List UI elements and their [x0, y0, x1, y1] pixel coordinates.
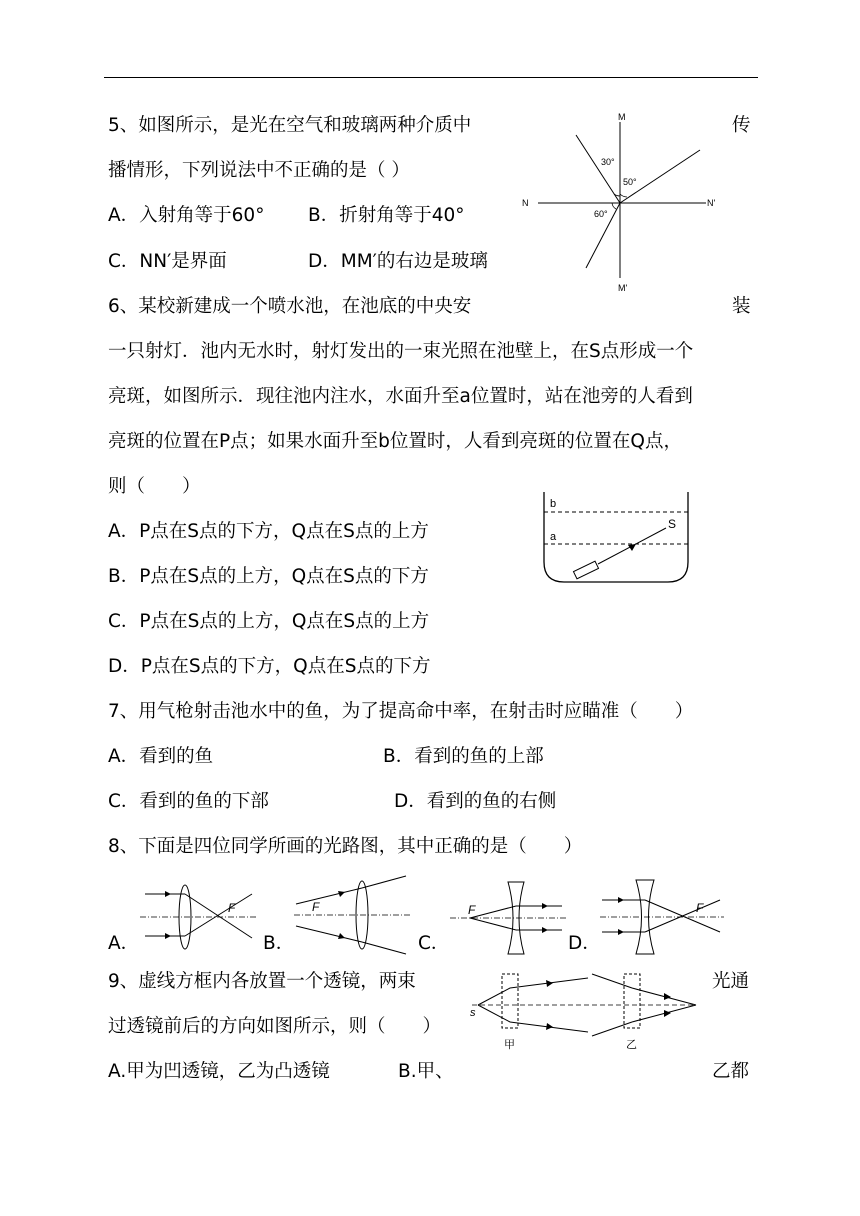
q6-option-d: D．P点在S点的下方，Q点在S点的下方	[108, 656, 431, 677]
q6-line3: 亮斑，如图所示．现往池内注水，水面升至a位置时，站在池旁的人看到	[108, 386, 693, 407]
q7-option-d: D．看到的鱼的右侧	[394, 791, 557, 812]
q8-diagram-d	[600, 872, 730, 952]
q8-label-b: B．	[263, 933, 295, 954]
angle-60-label: 60°	[594, 209, 608, 219]
pool-outline	[544, 492, 688, 582]
label-M-prime: M'	[618, 283, 628, 293]
label-M: M	[618, 112, 626, 122]
q7-option-a: A．看到的鱼	[108, 746, 214, 767]
label-N: N	[522, 198, 529, 208]
label-S: S	[668, 517, 677, 531]
q8-diagram-b	[294, 870, 414, 950]
q6-option-b: B．P点在S点的上方，Q点在S点的下方	[108, 566, 429, 587]
q9-line1-end: 光通	[712, 971, 750, 992]
q9-option-b-end: 乙都	[712, 1061, 750, 1082]
q8-label-a: A．	[108, 933, 140, 954]
angle-50-label: 50°	[623, 177, 637, 187]
q5-line1-end: 传	[732, 115, 751, 136]
q6-option-a: A．P点在S点的下方，Q点在S点的上方	[108, 521, 429, 542]
ray-incident	[576, 135, 620, 203]
focus-label-c: F	[468, 903, 476, 917]
label-a: a	[550, 531, 557, 543]
angle-30-label: 30°	[601, 157, 615, 167]
q5-line2: 播情形，下列说法中不正确的是（ ）	[108, 160, 410, 181]
q7-option-b: B．看到的鱼的上部	[383, 746, 544, 767]
q5-option-a: A．入射角等于60°	[108, 205, 265, 226]
label-s: s	[470, 1007, 476, 1019]
q6-option-c: C．P点在S点的上方，Q点在S点的上方	[108, 611, 430, 632]
q6-line4: 亮斑的位置在P点；如果水面升至b位置时，人看到亮斑的位置在Q点，	[108, 431, 682, 452]
focus-label-a: F	[228, 901, 236, 915]
q8-line1: 8、下面是四位同学所画的光路图，其中正确的是（ ）	[108, 836, 583, 857]
q8-label-d: D．	[568, 933, 601, 954]
q6-pool-figure	[536, 488, 696, 588]
q9-lens-box-figure	[466, 966, 706, 1062]
focus-label-b: F	[312, 900, 320, 914]
spotlight	[573, 561, 598, 579]
box-yi	[624, 974, 640, 1028]
box-jia	[502, 974, 518, 1028]
q6-line1: 6、某校新建成一个喷水池，在池底的中央安	[108, 296, 472, 317]
q8-diagram-c	[450, 874, 570, 954]
q5-option-c: C．NN′是界面	[108, 251, 227, 272]
q5-option-b: B．折射角等于40°	[308, 205, 465, 226]
q8-diagram-a	[140, 872, 260, 952]
q9-line2: 过透镜前后的方向如图所示，则（ ）	[108, 1016, 442, 1037]
q6-line5: 则（ ）	[108, 476, 201, 497]
header-rule	[104, 77, 758, 78]
focus-label-d: F	[696, 901, 704, 915]
label-b: b	[550, 498, 557, 510]
label-jia: 甲	[504, 1039, 515, 1051]
q7-option-c: C．看到的鱼的下部	[108, 791, 269, 812]
q6-line2: 一只射灯．池内无水时，射灯发出的一束光照在池壁上，在S点形成一个	[108, 341, 694, 362]
q5-line1: 5、如图所示，是光在空气和玻璃两种介质中	[108, 115, 472, 136]
q7-line1: 7、用气枪射击池水中的鱼，为了提高命中率，在射击时应瞄准（ ）	[108, 701, 694, 722]
label-N-prime: N'	[707, 198, 716, 208]
q5-option-d: D．MM′的右边是玻璃	[308, 251, 488, 272]
q5-refraction-figure	[510, 108, 730, 298]
q9-line1: 9、虚线方框内各放置一个透镜，两束	[108, 971, 416, 992]
q6-line1-end: 装	[732, 296, 751, 317]
q8-label-c: C．	[418, 933, 450, 954]
label-yi: 乙	[626, 1039, 637, 1051]
q9-option-a: A.甲为凹透镜，乙为凸透镜	[108, 1061, 330, 1082]
q9-option-b: B.甲、	[398, 1061, 454, 1082]
